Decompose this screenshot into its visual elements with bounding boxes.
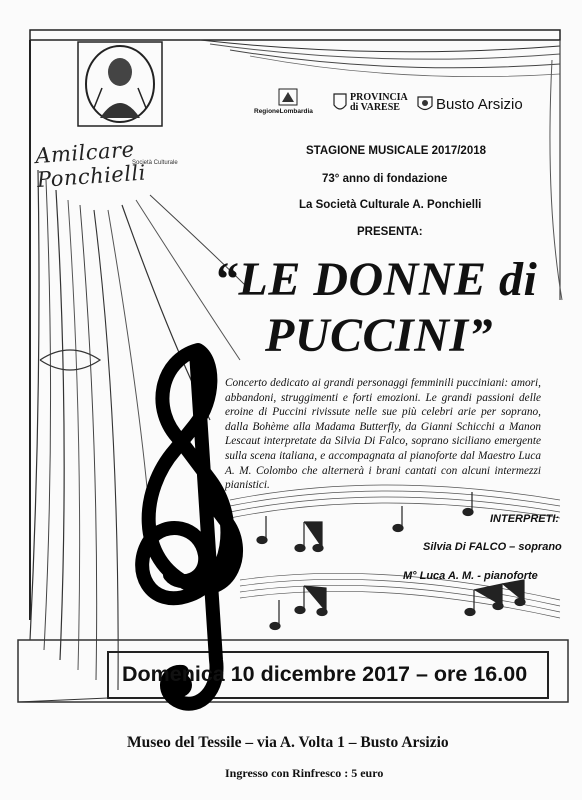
interpreters-heading: INTERPRETI: (490, 513, 560, 525)
anniversary-heading: 73° anno di fondazione (322, 173, 448, 185)
pianist-credit: M° Luca A. M. - pianoforte (403, 570, 538, 582)
entry-fee: Ingresso con Rinfresco : 5 euro (225, 766, 384, 780)
signature-subtitle: Società Culturale (132, 160, 178, 166)
regione-lombardia-icon (278, 88, 298, 106)
season-heading: STAGIONE MUSICALE 2017/2018 (306, 145, 487, 157)
busto-arsizio-label: Busto Arsizio (436, 95, 523, 113)
ponchielli-signature: Amilcare Ponchielli (34, 137, 147, 193)
singer-credit: Silvia Di FALCO – soprano (423, 541, 562, 553)
varese-line2: di VARESE (350, 102, 400, 113)
event-date: Domenica 10 dicembre 2017 – ore 16.00 (122, 662, 528, 686)
provincia-varese-logo (333, 93, 408, 113)
busto-crest-icon (417, 95, 433, 113)
title-line-2: PUCCINI” (265, 309, 494, 362)
presents-heading: PRESENTA: (357, 226, 423, 238)
ponchielli-portrait-logo (72, 38, 168, 130)
concert-description: Concerto dedicato ai grandi personaggi femminili pucciniani: amori, abbandoni, struggimenti e forti emozioni. Le grandi passioni delle eroine di Puccini rivissute nelle sue più celebri arie per soprano, dalla Bohème alla Madama Butterfly, da Gianni Schicchi a Manon Lescaut interpretate da Silvia Di Falco, soprano siciliano emergente sulla scena italiana, e accompagnata al pianoforte dal Maestro Luca A. M. Colombo che alternerà i brani cantati con alcuni intermezzi pianistici. (225, 377, 541, 492)
varese-line1: PROVINCIA (350, 92, 408, 103)
society-heading: La Società Culturale A. Ponchielli (299, 199, 482, 211)
busto-arsizio-logo (417, 95, 523, 113)
varese-crest-icon (333, 93, 347, 113)
event-venue: Museo del Tessile – via A. Volta 1 – Busto Arsizio (127, 734, 449, 751)
regione-lombardia-label: RegioneLombardia (254, 108, 313, 115)
title-line-1: “LE DONNE di (214, 253, 538, 306)
